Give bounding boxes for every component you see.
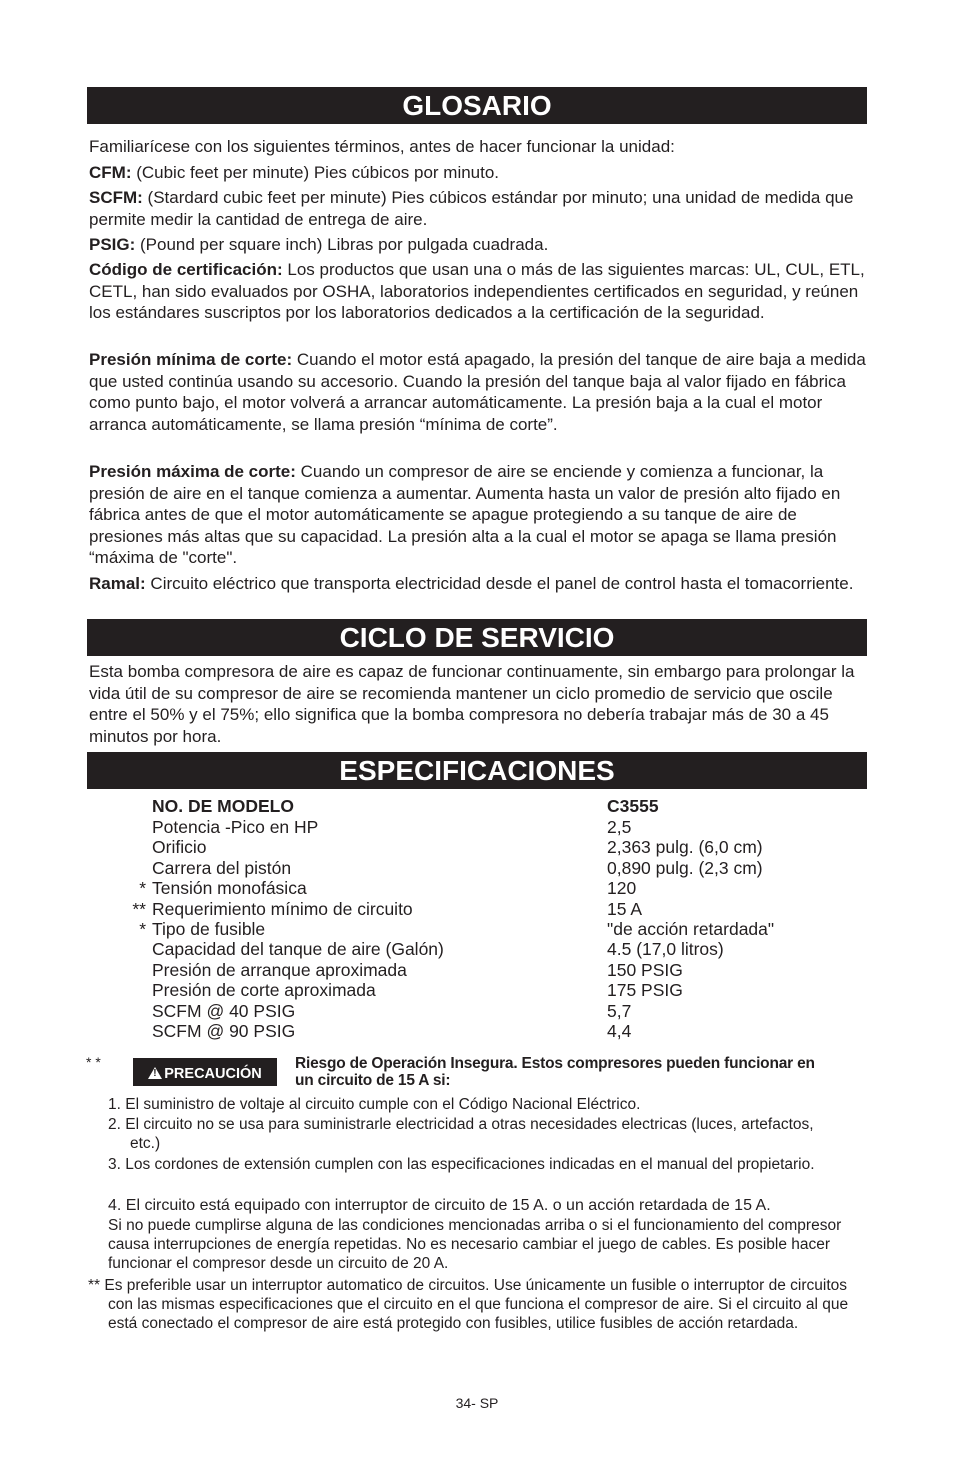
spec-value: 150 PSIG [607,959,683,980]
glossary-entry-certificacion [89,259,869,324]
glossary-entry-psig [89,234,869,256]
caution-item-3-text: 3. Los cordones de extensión cumplen con las especificaciones indicadas en el manual del propietario. [108,1156,815,1173]
spec-header-label: NO. DE MODELO [152,796,294,816]
footnote-double-asterisk: ** Es preferible usar un interruptor automatico de circuitos. Use únicamente un fusible o interruptor de circuitos con las mismas especificaciones que el circuito en el que funciona el compresor de aire. Si el circuito al que está conectado el compresor de aire está protegido con fusibles, utilice fusibles de acción retardada. [88,1277,849,1332]
spec-row [0,1021,954,1041]
definition: Cuando un compresor de aire se enciende y comienza a funcionar, la presión de aire en el tanque comienza a aumentar. Aumenta hasta un valor de presión alto fijado en fábrica antes de que el motor automáticamente se apague protegiendo a su tanque de aire de presiones más altas que su capacidad. La presión alta a la cual el motor se apaga se llama presión “máxima de "corte". [89,462,841,567]
spec-row [0,837,954,857]
term: Presión mínima de corte: [89,350,293,369]
definition: (Cubic feet per minute) Pies cúbicos por minuto. [131,163,500,182]
spec-row [0,899,954,919]
glossary-entry-presion-minima [89,349,869,435]
section-title-especificaciones: ESPECIFICACIONES [87,752,867,789]
spec-label: SCFM @ 90 PSIG [152,1021,296,1041]
caution-marks: * * [86,1054,101,1070]
spec-header-row [0,796,954,816]
spec-label: Presión de arranque aproximada [152,959,407,980]
spec-row [0,878,954,898]
caution-item-2 [108,1115,828,1153]
warning-icon [148,1067,162,1079]
spec-label: Tensión monofásica [152,878,307,899]
spec-value: 15 A [607,898,643,919]
spec-label: SCFM @ 40 PSIG [152,1000,296,1021]
definition: (Pound per square inch) Libras por pulgada cuadrada. [135,235,549,254]
spec-value: 2,363 pulg. (6,0 cm) [607,837,763,858]
spec-row [0,960,954,980]
caution-note: Si no puede cumplirse alguna de las condiciones mencionadas arriba o si el funcionamiento del compresor causa interrupciones de energía repetidas. No es necesario cambiar el juego de cables. Es posible hacer funcionar el compresor desde un circuito de 20 A. [108,1217,842,1272]
glossary-entry-scfm [89,187,869,230]
glossary-entry-ramal [89,573,869,595]
spec-value: 4,4 [607,1021,632,1041]
caution-badge-label: PRECAUCIÓN [164,1066,262,1082]
definition: (Stardard cubic feet per minute) Pies cúbicos estándar por minuto; una unidad de medida que permite medir la cantidad de entrega de aire. [89,188,854,229]
ciclo-text: Esta bomba compresora de aire es capaz de funcionar continuamente, sin embargo para prolongar la vida útil de su compresor de aire se recomienda mantener un ciclo promedio de servicio que oscile entre el 50% y el 75%; ello significa que la bomba compresora no debería trabajar más de 30 a 45 minutos por hora. [89,662,855,746]
spec-row [0,919,954,939]
glosario-intro: Familiarícese con los siguientes términos, antes de hacer funcionar la unidad: [89,137,675,156]
spec-value: 5,7 [607,1000,632,1021]
term: PSIG: [89,235,136,254]
caution-item-4: 4. El circuito está equipado con interruptor de circuito de 15 A. o un acción retardada de 15 A. [108,1197,771,1214]
term: CFM: [89,163,132,182]
caution-badge [133,1058,277,1086]
spec-label: Capacidad del tanque de aire (Galón) [152,939,444,960]
spec-row [0,858,954,878]
spec-row [0,817,954,837]
caution-heading: Riesgo de Operación Insegura. Estos compresores pueden funcionar en un circuito de 15 A si: [295,1055,815,1089]
spec-value: 0,890 pulg. (2,3 cm) [607,857,763,878]
caution-item-2-text: 2. El circuito no se usa para suministrarle electricidad a otras necesidades electricas (luces, artefactos, etc.) [108,1116,814,1152]
term: Ramal: [89,574,146,593]
spec-value: 175 PSIG [607,980,683,1001]
spec-row [0,939,954,959]
spec-value: 120 [607,878,637,899]
section-title-ciclo: CICLO DE SERVICIO [87,619,867,656]
definition: Cuando el motor está apagado, la presión del tanque de aire baja a medida que usted continúa usando su accesorio. Cuando la presión del tanque baja al valor fijado en fábrica como punto bajo, el motor volverá a arrancar automáticamente. La presión baja a la cual el motor arranca automáticamente, se llama presión “mínima de corte”. [89,350,866,434]
spec-footnote-mark: * [139,919,146,939]
spec-row [0,980,954,1000]
caution-item-3 [108,1155,848,1174]
definition: Los productos que usan una o más de las siguientes marcas: UL, CUL, ETL, CETL, han sido evaluados por OSHA, laboratorios independientes certificados en seguridad, y reúnen los estándares suscriptos por los laboratorios dedicados a la certificación de la seguridad. [89,260,865,322]
spec-footnote-mark: ** [132,898,146,919]
glossary-entry-presion-maxima [89,461,869,569]
spec-value: 4.5 (17,0 litros) [607,939,724,960]
spec-label: Potencia -Pico en HP [152,817,319,837]
spec-label: Tipo de fusible [152,919,266,939]
term: SCFM: [89,188,143,207]
caution-item-1: 1. El suministro de voltaje al circuito cumple con el Código Nacional Eléctrico. [108,1096,641,1113]
page-number: 34- SP [455,1395,499,1411]
spec-label: Presión de corte aproximada [152,980,376,1001]
spec-value: 2,5 [607,817,632,837]
term: Código de certificación: [89,260,283,279]
spec-label: Requerimiento mínimo de circuito [152,898,413,919]
spec-row [0,1001,954,1021]
glossary-entry-cfm [89,162,869,184]
spec-header-value: C3555 [607,796,659,816]
spec-value: "de acción retardada" [607,919,775,939]
spec-label: Carrera del pistón [152,857,292,878]
term: Presión máxima de corte: [89,462,296,481]
definition: Circuito eléctrico que transporta electricidad desde el panel de control hasta el tomacorriente. [145,574,854,593]
section-title-glosario: GLOSARIO [87,87,867,124]
spec-footnote-mark: * [139,878,146,899]
spec-label: Orificio [152,837,207,858]
